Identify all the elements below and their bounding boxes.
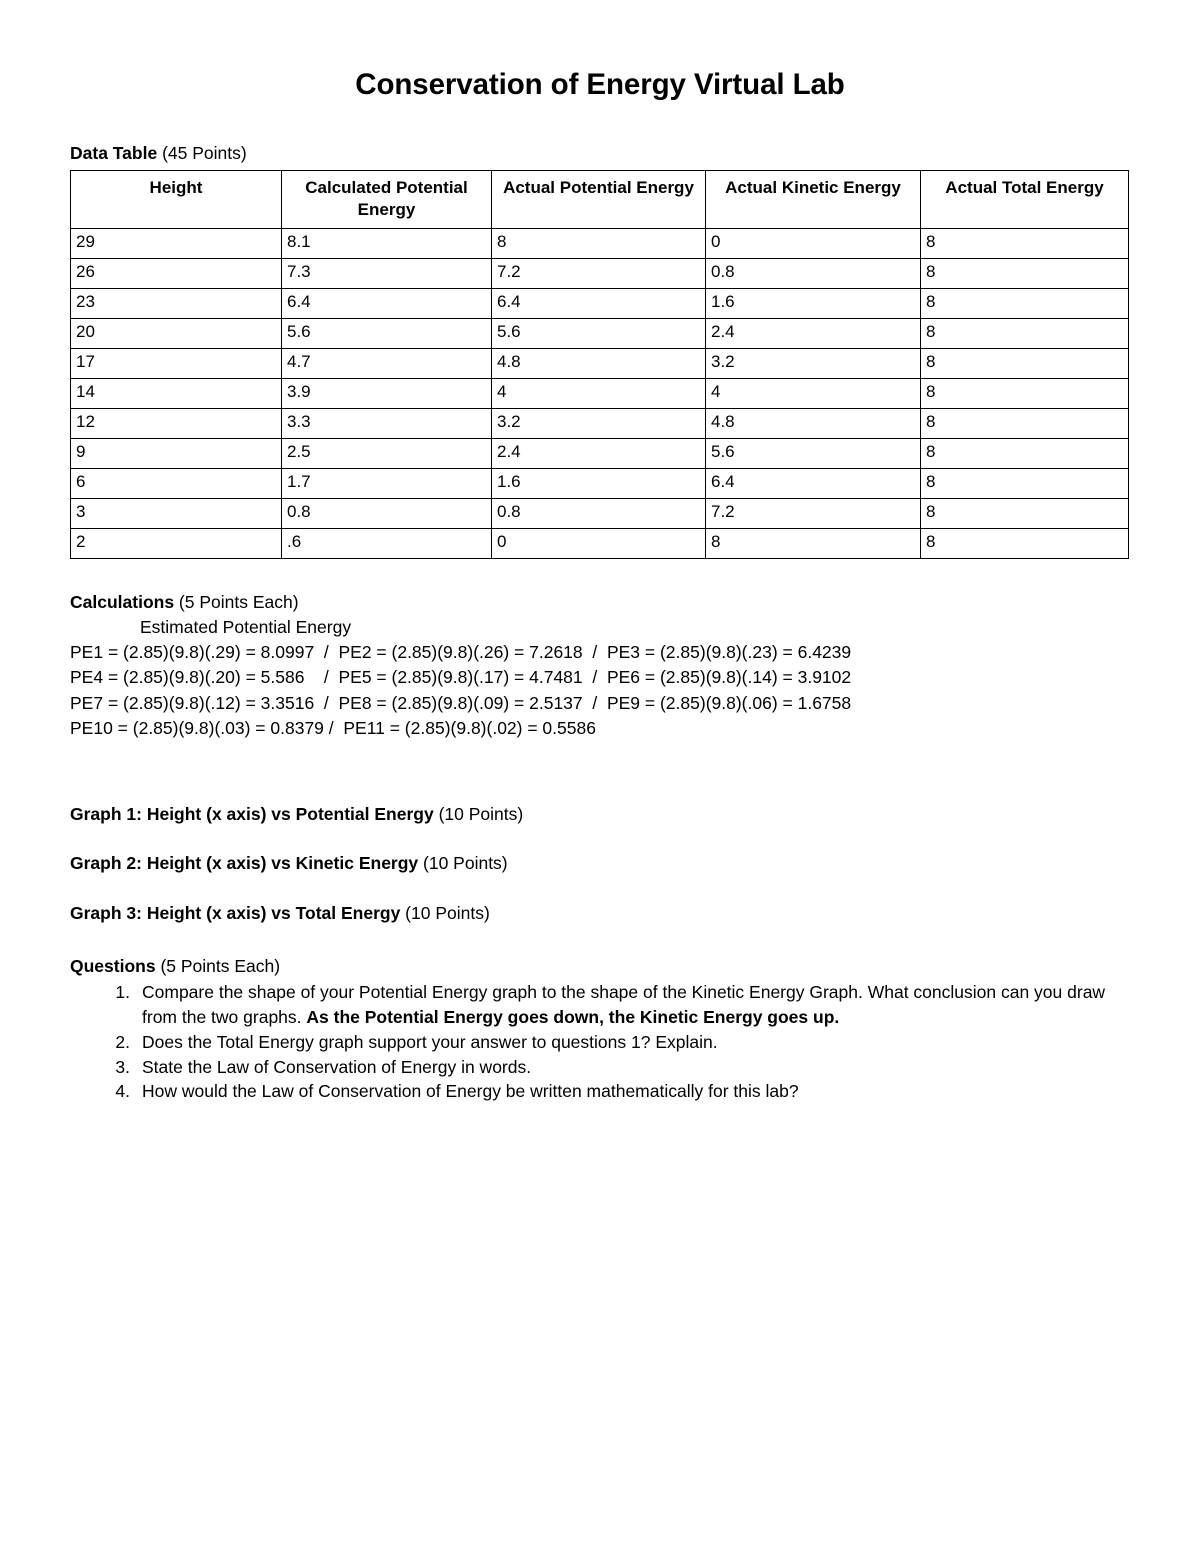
calculation-line: PE1 = (2.85)(9.8)(.29) = 8.0997 / PE2 = (2.85)(9.8)(.26) = 7.2618 / PE3 = (2.85)(9.8)(.23) = 6.4239 xyxy=(70,642,852,663)
graph-1-heading xyxy=(70,742,1130,826)
cell-actual-total-energy: 8 xyxy=(921,408,1129,438)
cell-calculated-potential-energy: 3.3 xyxy=(282,408,492,438)
cell-calculated-potential-energy: 1.7 xyxy=(282,468,492,498)
cell-actual-kinetic-energy: 5.6 xyxy=(706,438,921,468)
cell-actual-potential-energy: 4 xyxy=(492,378,706,408)
cell-actual-kinetic-energy: 7.2 xyxy=(706,498,921,528)
cell-actual-kinetic-energy: 6.4 xyxy=(706,468,921,498)
cell-actual-potential-energy: 8 xyxy=(492,228,706,258)
graph-1-label: Graph 1: Height (x axis) vs Potential Energy xyxy=(70,803,434,824)
cell-height: 9 xyxy=(71,438,282,468)
graph-1-points: (10 Points) xyxy=(433,803,524,824)
cell-actual-kinetic-energy: 8 xyxy=(706,528,921,558)
cell-height: 14 xyxy=(71,378,282,408)
graph-3-points: (10 Points) xyxy=(400,903,490,924)
table-row xyxy=(71,408,1129,438)
table-row xyxy=(71,438,1129,468)
column-header-actual-total-energy: Actual Total Energy xyxy=(921,170,1129,228)
cell-actual-total-energy: 8 xyxy=(921,318,1129,348)
cell-calculated-potential-energy: 2.5 xyxy=(282,438,492,468)
question-item xyxy=(70,1079,1130,1104)
cell-height: 12 xyxy=(71,408,282,438)
question-number: 4. xyxy=(115,1081,130,1102)
column-header-actual-kinetic-energy: Actual Kinetic Energy xyxy=(706,170,921,228)
calculations-heading-points: (5 Points Each) xyxy=(174,591,299,612)
calculation-line: PE7 = (2.85)(9.8)(.12) = 3.3516 / PE8 = (2.85)(9.8)(.09) = 2.5137 / PE9 = (2.85)(9.8)(.06) = 1.6758 xyxy=(70,692,852,713)
cell-actual-total-energy: 8 xyxy=(921,528,1129,558)
cell-calculated-potential-energy: 3.9 xyxy=(282,378,492,408)
question-item xyxy=(70,1055,1130,1080)
cell-actual-total-energy: 8 xyxy=(921,498,1129,528)
cell-actual-potential-energy: 0.8 xyxy=(492,498,706,528)
cell-actual-total-energy: 8 xyxy=(921,228,1129,258)
cell-height: 29 xyxy=(71,228,282,258)
graph-2-heading xyxy=(70,825,1130,875)
table-body xyxy=(71,228,1129,558)
question-answer: As the Potential Energy goes down, the Kinetic Energy goes up. xyxy=(306,1006,840,1027)
graph-2-label: Graph 2: Height (x axis) vs Kinetic Energy xyxy=(70,853,419,874)
question-text: Compare the shape of your Potential Energy graph to the shape of the Kinetic Energy Graph. What conclusion can you draw from the two graphs. xyxy=(142,982,1106,1027)
energy-data-table xyxy=(70,170,1129,559)
question-number: 2. xyxy=(115,1031,130,1052)
questions-heading-points: (5 Points Each) xyxy=(155,956,281,977)
cell-actual-potential-energy: 2.4 xyxy=(492,438,706,468)
table-row xyxy=(71,228,1129,258)
cell-calculated-potential-energy: 7.3 xyxy=(282,258,492,288)
question-item xyxy=(70,980,1130,1030)
cell-actual-total-energy: 8 xyxy=(921,348,1129,378)
cell-actual-total-energy: 8 xyxy=(921,438,1129,468)
table-row xyxy=(71,528,1129,558)
questions-heading xyxy=(70,925,1130,980)
cell-actual-potential-energy: 4.8 xyxy=(492,348,706,378)
cell-actual-potential-energy: 3.2 xyxy=(492,408,706,438)
column-header-height: Height xyxy=(71,170,282,228)
cell-actual-kinetic-energy: 0 xyxy=(706,228,921,258)
question-number: 3. xyxy=(115,1056,130,1077)
cell-actual-total-energy: 8 xyxy=(921,378,1129,408)
graph-2-points: (10 Points) xyxy=(418,853,508,874)
calculation-line: PE4 = (2.85)(9.8)(.20) = 5.586 / PE5 = (2.85)(9.8)(.17) = 4.7481 / PE6 = (2.85)(9.8)(.14) = 3.9102 xyxy=(70,667,852,688)
table-row xyxy=(71,288,1129,318)
graph-3-heading xyxy=(70,875,1130,925)
question-number: 1. xyxy=(115,982,130,1003)
column-header-actual-potential-energy: Actual Potential Energy xyxy=(492,170,706,228)
table-row xyxy=(71,378,1129,408)
questions-heading-label: Questions xyxy=(70,956,156,977)
question-text: State the Law of Conservation of Energy in words. xyxy=(142,1056,532,1077)
cell-actual-potential-energy: 0 xyxy=(492,528,706,558)
data-table-heading-points: (45 Points) xyxy=(157,142,247,163)
questions-list xyxy=(70,980,1130,1104)
calculations-heading-label: Calculations xyxy=(70,591,175,612)
cell-calculated-potential-energy: 4.7 xyxy=(282,348,492,378)
question-item xyxy=(70,1030,1130,1055)
cell-calculated-potential-energy: 5.6 xyxy=(282,318,492,348)
column-header-calculated-potential-energy: Calculated Potential Energy xyxy=(282,170,492,228)
cell-height: 2 xyxy=(71,528,282,558)
cell-calculated-potential-energy: 6.4 xyxy=(282,288,492,318)
calculation-line: PE10 = (2.85)(9.8)(.03) = 0.8379 / PE11 = (2.85)(9.8)(.02) = 0.5586 xyxy=(70,718,596,739)
cell-height: 3 xyxy=(71,498,282,528)
calculations-subheading: Estimated Potential Energy xyxy=(140,616,352,637)
cell-actual-kinetic-energy: 0.8 xyxy=(706,258,921,288)
table-row xyxy=(71,258,1129,288)
cell-actual-potential-energy: 1.6 xyxy=(492,468,706,498)
cell-calculated-potential-energy: 0.8 xyxy=(282,498,492,528)
cell-actual-total-energy: 8 xyxy=(921,258,1129,288)
table-header-row xyxy=(71,170,1129,228)
cell-actual-total-energy: 8 xyxy=(921,288,1129,318)
cell-actual-potential-energy: 6.4 xyxy=(492,288,706,318)
cell-height: 20 xyxy=(71,318,282,348)
cell-actual-potential-energy: 5.6 xyxy=(492,318,706,348)
data-table-heading-label: Data Table xyxy=(70,142,158,163)
question-text: Does the Total Energy graph support your answer to questions 1? Explain. xyxy=(142,1031,718,1052)
table-row xyxy=(71,498,1129,528)
page-title: Conservation of Energy Virtual Lab xyxy=(355,68,845,101)
cell-actual-total-energy: 8 xyxy=(921,468,1129,498)
cell-actual-kinetic-energy: 1.6 xyxy=(706,288,921,318)
table-row xyxy=(71,468,1129,498)
graph-3-label: Graph 3: Height (x axis) vs Total Energy xyxy=(70,903,401,924)
cell-height: 17 xyxy=(71,348,282,378)
cell-height: 6 xyxy=(71,468,282,498)
cell-height: 26 xyxy=(71,258,282,288)
data-table-heading xyxy=(70,102,1130,170)
table-row xyxy=(71,318,1129,348)
table-row xyxy=(71,348,1129,378)
cell-height: 23 xyxy=(71,288,282,318)
cell-actual-kinetic-energy: 2.4 xyxy=(706,318,921,348)
cell-calculated-potential-energy: 8.1 xyxy=(282,228,492,258)
cell-actual-kinetic-energy: 3.2 xyxy=(706,348,921,378)
cell-actual-kinetic-energy: 4.8 xyxy=(706,408,921,438)
cell-calculated-potential-energy: .6 xyxy=(282,528,492,558)
calculations-lines xyxy=(70,640,1130,742)
cell-actual-potential-energy: 7.2 xyxy=(492,258,706,288)
cell-actual-kinetic-energy: 4 xyxy=(706,378,921,408)
question-text: How would the Law of Conservation of Energy be written mathematically for this lab? xyxy=(142,1081,799,1102)
calculations-heading xyxy=(70,559,1130,615)
